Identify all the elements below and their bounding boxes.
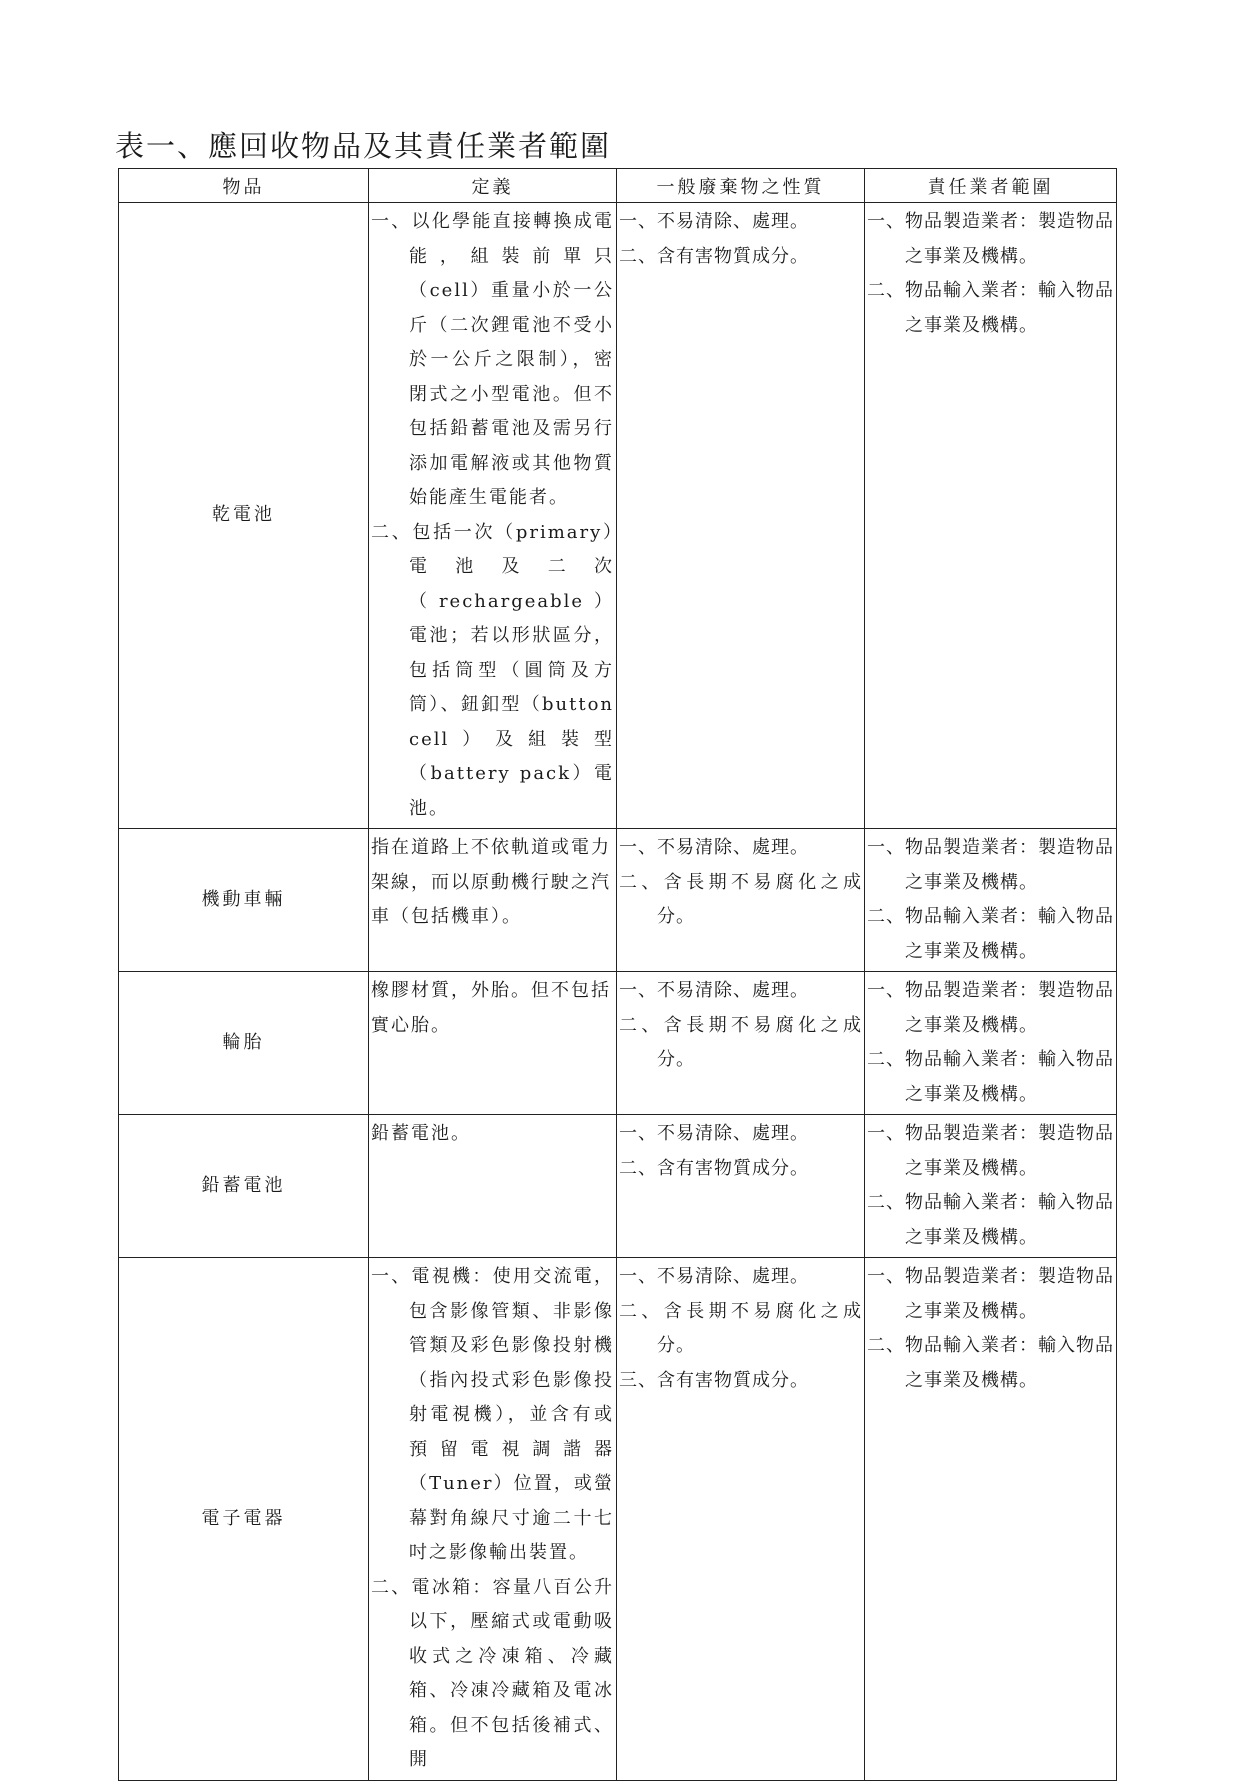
table-row xyxy=(119,1115,1117,1258)
definition-paragraph: 二、包括一次（primary）電池及二次（rechargeable）電池；若以形狀區分，包括筒型（圓筒及方筒）、鈕釦型（button cell）及組裝型（battery pack）電池。 xyxy=(371,521,614,819)
definition-cell xyxy=(369,972,617,1115)
nature-item: 二、含有害物質成分。 xyxy=(619,245,809,267)
item-cell: 電子電器 xyxy=(119,1258,369,1781)
definition-paragraph: 鉛蓄電池。 xyxy=(371,1123,471,1144)
definition-paragraph: 一、以化學能直接轉換成電能，組裝前單只（cell）重量小於一公斤（二次鋰電池不受小於一公斤之限制），密閉式之小型電池。但不包括鉛蓄電池及需另行添加電解液或其他物質始能產生電能者。 xyxy=(371,211,614,508)
nature-item: 一、不易清除、處理。 xyxy=(619,980,809,1001)
header-row xyxy=(119,169,1117,203)
scope-item: 一、物品製造業者：製造物品之事業及機構。 xyxy=(867,837,1114,893)
definition-paragraph: 橡膠材質，外胎。但不包括實心胎。 xyxy=(371,980,611,1036)
nature-item: 二、含有害物質成分。 xyxy=(619,1157,809,1179)
scope-item: 一、物品製造業者：製造物品之事業及機構。 xyxy=(867,1123,1114,1179)
nature-item: 三、含有害物質成分。 xyxy=(619,1369,809,1391)
scope-item: 一、物品製造業者：製造物品之事業及機構。 xyxy=(867,980,1114,1036)
scope-item: 二、物品輸入業者：輸入物品之事業及機構。 xyxy=(867,1049,1114,1105)
table-row xyxy=(119,829,1117,972)
scope-cell xyxy=(865,972,1117,1115)
table-title: 表一、應回收物品及其責任業者範圍 xyxy=(115,129,612,163)
header-nature: 一般廢棄物之性質 xyxy=(617,169,865,203)
definition-cell xyxy=(369,1115,617,1258)
nature-item: 二、含長期不易腐化之成分。 xyxy=(619,1014,862,1070)
scope-cell xyxy=(865,1258,1117,1781)
definition-cell xyxy=(369,829,617,972)
scope-cell xyxy=(865,1115,1117,1258)
scope-item: 一、物品製造業者：製造物品之事業及機構。 xyxy=(867,211,1114,267)
scope-item: 二、物品輸入業者：輸入物品之事業及機構。 xyxy=(867,280,1114,336)
nature-cell xyxy=(617,1258,865,1781)
scope-cell xyxy=(865,203,1117,829)
nature-item: 二、含長期不易腐化之成分。 xyxy=(619,1300,862,1356)
nature-item: 二、含長期不易腐化之成分。 xyxy=(619,871,862,927)
nature-item: 一、不易清除、處理。 xyxy=(619,837,809,858)
definition-cell xyxy=(369,1258,617,1781)
definition-paragraph: 二、電冰箱：容量八百公升以下，壓縮式或電動吸收式之冷凍箱、冷藏箱、冷凍冷藏箱及電冰箱。但不包括後補式、開 xyxy=(371,1576,614,1770)
header-scope: 責任業者範圍 xyxy=(865,169,1117,203)
scope-cell xyxy=(865,829,1117,972)
item-cell: 鉛蓄電池 xyxy=(119,1115,369,1258)
scope-item: 一、物品製造業者：製造物品之事業及機構。 xyxy=(867,1266,1114,1322)
header-item: 物品 xyxy=(119,169,369,203)
nature-item: 一、不易清除、處理。 xyxy=(619,1123,809,1144)
recycling-table xyxy=(118,168,1117,1781)
nature-cell xyxy=(617,1115,865,1258)
nature-cell xyxy=(617,203,865,829)
scope-item: 二、物品輸入業者：輸入物品之事業及機構。 xyxy=(867,1192,1114,1248)
nature-item: 一、不易清除、處理。 xyxy=(619,211,809,232)
definition-paragraph: 一、電視機：使用交流電，包含影像管類、非影像管類及彩色影像投射機（指內投式彩色影像投射電視機），並含有或預留電視調諧器（Tuner）位置，或螢幕對角線尺寸逾二十七吋之影像輸出裝置。 xyxy=(371,1266,614,1563)
scope-item: 二、物品輸入業者：輸入物品之事業及機構。 xyxy=(867,906,1114,962)
definition-paragraph: 指在道路上不依軌道或電力架線，而以原動機行駛之汽車（包括機車）。 xyxy=(371,837,611,927)
item-cell: 機動車輛 xyxy=(119,829,369,972)
item-cell: 乾電池 xyxy=(119,203,369,829)
definition-cell xyxy=(369,203,617,829)
nature-cell xyxy=(617,972,865,1115)
nature-item: 一、不易清除、處理。 xyxy=(619,1266,809,1287)
item-cell: 輪胎 xyxy=(119,972,369,1115)
scope-item: 二、物品輸入業者：輸入物品之事業及機構。 xyxy=(867,1335,1114,1391)
table-row xyxy=(119,972,1117,1115)
header-definition: 定義 xyxy=(369,169,617,203)
nature-cell xyxy=(617,829,865,972)
table-row xyxy=(119,203,1117,829)
table-row xyxy=(119,1258,1117,1781)
